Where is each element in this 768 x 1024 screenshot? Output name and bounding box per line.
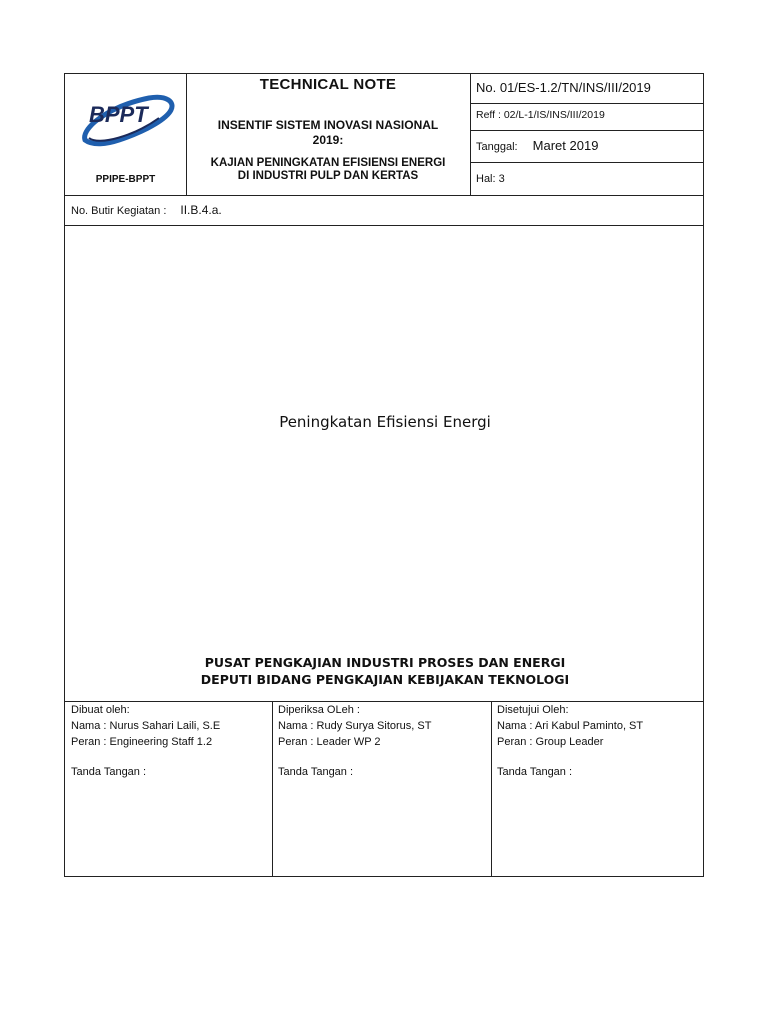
signature-prepared: [71, 702, 220, 780]
document-number: No. 01/ES-1.2/TN/INS/III/2019: [476, 80, 651, 95]
date-label: Tanggal:: [476, 141, 518, 153]
signature-name: Nama : Nurus Sahari Laili, S.E: [71, 720, 221, 732]
signature-divider-2: [491, 701, 492, 877]
signature-role: Peran : Engineering Staff 1.2: [71, 736, 213, 748]
organization-line1: PUSAT PENGKAJIAN INDUSTRI PROSES DAN ENERGI: [204, 655, 566, 670]
signature-name: Nama : Rudy Surya Sitorus, ST: [278, 720, 432, 732]
document-type-title: TECHNICAL NOTE: [259, 76, 397, 93]
signature-divider-1: [272, 701, 273, 877]
organization-line2: DEPUTI BIDANG PENGKAJIAN KEBIJAKAN TEKNOLOGI: [200, 672, 570, 687]
meta-divider-1: [470, 103, 704, 104]
study-title-line2: DI INDUSTRI PULP DAN KERTAS: [237, 170, 419, 182]
document-frame: [64, 73, 704, 877]
organization-block: [65, 654, 705, 688]
signature-checked: [278, 702, 431, 780]
study-title: [186, 157, 470, 183]
page-number: Hal: 3: [476, 173, 505, 185]
program-title-line2: 2019:: [312, 133, 344, 147]
bppt-logo: [79, 88, 175, 158]
butir-bottom-line: [65, 225, 703, 226]
study-title-line1: KAJIAN PENINGKATAN EFISIENSI ENERGI: [210, 157, 446, 169]
signature-approved: [497, 702, 643, 780]
reference-number: Reff : 02/L-1/IS/INS/III/2019: [476, 109, 605, 121]
signature-label: Tanda Tangan :: [278, 766, 354, 778]
signature-label: Tanda Tangan :: [71, 766, 147, 778]
program-title: [186, 118, 470, 148]
signature-role: Peran : Group Leader: [497, 736, 604, 748]
program-title-line1: INSENTIF SISTEM INOVASI NASIONAL: [217, 118, 439, 132]
signature-role: Peran : Leader WP 2: [278, 736, 381, 748]
signature-label: Tanda Tangan :: [497, 766, 573, 778]
signature-heading: Diperiksa OLeh :: [278, 704, 360, 716]
signature-name: Nama : Ari Kabul Paminto, ST: [497, 720, 644, 732]
meta-divider-2: [470, 130, 704, 131]
svg-text:BPPT: BPPT: [89, 102, 148, 127]
activity-number: [71, 203, 222, 217]
meta-divider-3: [470, 162, 704, 163]
logo-cell: [65, 74, 186, 195]
title-cell: [186, 74, 470, 195]
signature-heading: Disetujui Oleh:: [497, 704, 569, 716]
activity-value: II.B.4.a.: [180, 203, 222, 217]
date-value: Maret 2019: [532, 138, 599, 153]
header-bottom-line: [65, 195, 703, 196]
signature-heading: Dibuat oleh:: [71, 704, 130, 716]
logo-caption: PPIPE-BPPT: [95, 174, 156, 185]
date-field: [476, 138, 598, 153]
header-divider-2: [470, 74, 471, 195]
main-title: Peningkatan Efisiensi Energi: [279, 413, 491, 431]
activity-label: No. Butir Kegiatan :: [71, 205, 167, 217]
